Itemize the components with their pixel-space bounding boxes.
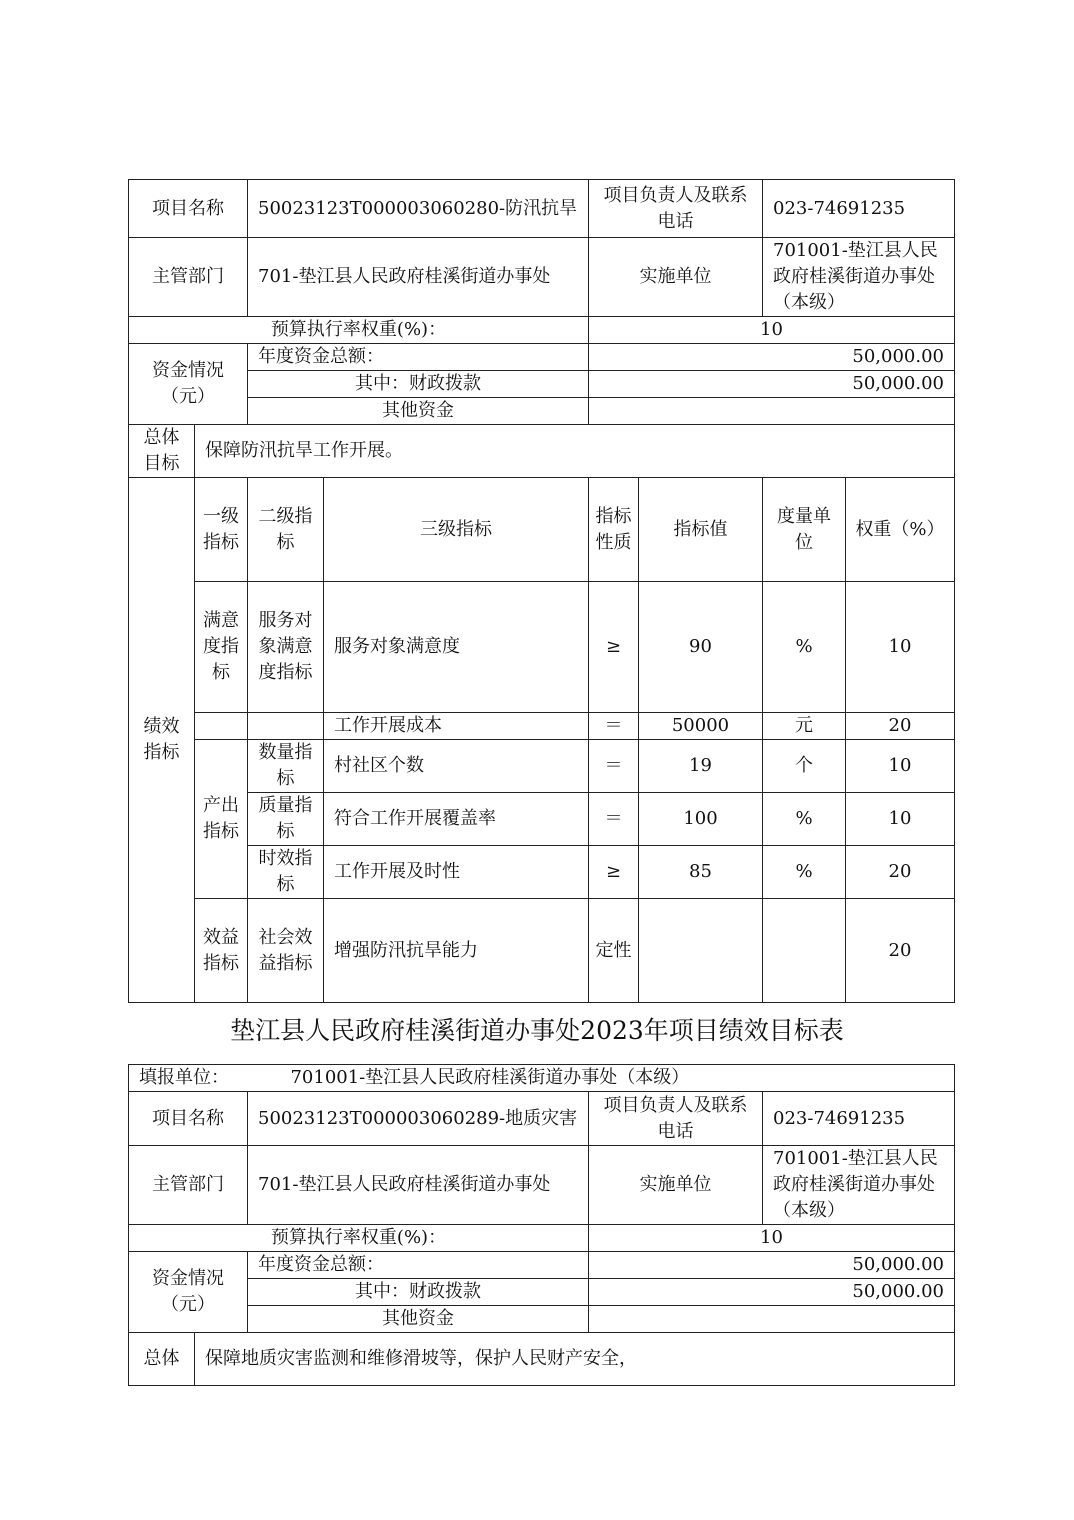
- row-level3: 工作开展及时性: [324, 846, 589, 899]
- header-weight: 权重（%）: [846, 478, 955, 582]
- row-unit: %: [763, 793, 846, 846]
- fund-total-label: 年度资金总额：: [248, 344, 589, 371]
- row-level2: [248, 713, 324, 740]
- project-name-label: 项目名称: [129, 180, 248, 238]
- row-nature: ＝: [589, 740, 639, 793]
- row-level1: [195, 713, 248, 740]
- fund-other-value: [589, 1306, 955, 1333]
- row-level2: 质量指标: [248, 793, 324, 846]
- row-weight: 10: [846, 793, 955, 846]
- fund-total-label: 年度资金总额：: [248, 1252, 589, 1279]
- table-row: [129, 713, 955, 740]
- row-level2: 服务对象满意度指标: [248, 582, 324, 713]
- goal-value: 保障防汛抗旱工作开展。: [195, 425, 955, 478]
- table-row: [129, 899, 955, 1003]
- fund-fiscal-value: 50,000.00: [589, 371, 955, 398]
- row-value: 90: [639, 582, 763, 713]
- table-row: [129, 793, 955, 846]
- table-row: [129, 582, 955, 713]
- impl-label: 实施单位: [589, 238, 763, 317]
- header-level3: 三级指标: [324, 478, 589, 582]
- budget-weight-value: 10: [589, 317, 955, 344]
- impl-value: 701001-垫江县人民政府桂溪街道办事处（本级）: [763, 238, 955, 317]
- row-level2: 时效指标: [248, 846, 324, 899]
- fund-label: 资金情况（元）: [129, 344, 248, 425]
- row-level3: 服务对象满意度: [324, 582, 589, 713]
- row-unit: %: [763, 582, 846, 713]
- row-unit: %: [763, 846, 846, 899]
- row-nature: ≥: [589, 582, 639, 713]
- contact-value: 023-74691235: [763, 1092, 955, 1146]
- filler-row: [129, 1065, 955, 1092]
- row-nature: ≥: [589, 846, 639, 899]
- row-nature: 定性: [589, 899, 639, 1003]
- dept-label: 主管部门: [129, 1146, 248, 1225]
- goal-value: 保障地质灾害监测和维修滑坡等，保护人民财产安全，: [195, 1333, 955, 1386]
- table-row: [129, 740, 955, 793]
- fund-other-value: [589, 398, 955, 425]
- contact-value: 023-74691235: [763, 180, 955, 238]
- row-nature: ＝: [589, 713, 639, 740]
- row-weight: 20: [846, 713, 955, 740]
- header-unit: 度量单位: [763, 478, 846, 582]
- filler-label: 填报单位：: [139, 1067, 229, 1088]
- fund-other-label: 其他资金: [248, 1306, 589, 1333]
- row-value: [639, 899, 763, 1003]
- row-nature: ＝: [589, 793, 639, 846]
- goal-label: 总体: [129, 1333, 195, 1386]
- header-level1: 一级指标: [195, 478, 248, 582]
- header-value: 指标值: [639, 478, 763, 582]
- row-level1: 产出指标: [195, 740, 248, 899]
- row-value: 85: [639, 846, 763, 899]
- header-nature: 指标性质: [589, 478, 639, 582]
- row-level3: 村社区个数: [324, 740, 589, 793]
- row-unit: 元: [763, 713, 846, 740]
- page-title: 垫江县人民政府桂溪街道办事处2023年项目绩效目标表: [230, 1016, 844, 1045]
- impl-value: 701001-垫江县人民政府桂溪街道办事处（本级）: [763, 1146, 955, 1225]
- row-level3: 符合工作开展覆盖率: [324, 793, 589, 846]
- row-weight: 20: [846, 899, 955, 1003]
- row-level1: 满意度指标: [195, 582, 248, 713]
- budget-weight-label: 预算执行率权重(%)：: [129, 317, 589, 344]
- dept-value: 701-垫江县人民政府桂溪街道办事处: [248, 238, 589, 317]
- row-level3: 增强防汛抗旱能力: [324, 899, 589, 1003]
- fund-label: 资金情况（元）: [129, 1252, 248, 1333]
- budget-weight-value: 10: [589, 1225, 955, 1252]
- fund-total-value: 50,000.00: [589, 344, 955, 371]
- row-weight: 10: [846, 740, 955, 793]
- row-weight: 10: [846, 582, 955, 713]
- budget-weight-label: 预算执行率权重(%)：: [129, 1225, 589, 1252]
- contact-label: 项目负责人及联系电话: [589, 180, 763, 238]
- perf-label: 绩效指标: [129, 478, 195, 1003]
- impl-label: 实施单位: [589, 1146, 763, 1225]
- row-value: 100: [639, 793, 763, 846]
- row-level1: 效益指标: [195, 899, 248, 1003]
- row-weight: 20: [846, 846, 955, 899]
- dept-label: 主管部门: [129, 238, 248, 317]
- table-row: [129, 846, 955, 899]
- row-level2: 数量指标: [248, 740, 324, 793]
- filler-value: 701001-垫江县人民政府桂溪街道办事处（本级）: [290, 1067, 690, 1088]
- row-value: 19: [639, 740, 763, 793]
- fund-fiscal-label: 其中：财政拨款: [248, 1279, 589, 1306]
- row-level3: 工作开展成本: [324, 713, 589, 740]
- project-name-label: 项目名称: [129, 1092, 248, 1146]
- fund-fiscal-value: 50,000.00: [589, 1279, 955, 1306]
- fund-other-label: 其他资金: [248, 398, 589, 425]
- project-table-flood: [128, 179, 955, 1003]
- goal-label: 总体目标: [129, 425, 195, 478]
- contact-label: 项目负责人及联系电话: [589, 1092, 763, 1146]
- row-level2: 社会效益指标: [248, 899, 324, 1003]
- dept-value: 701-垫江县人民政府桂溪街道办事处: [248, 1146, 589, 1225]
- fund-fiscal-label: 其中：财政拨款: [248, 371, 589, 398]
- header-level2: 二级指标: [248, 478, 324, 582]
- row-unit: [763, 899, 846, 1003]
- row-value: 50000: [639, 713, 763, 740]
- project-table-geology: [128, 1064, 955, 1386]
- row-unit: 个: [763, 740, 846, 793]
- project-name-value: 50023123T000003060280-防汛抗旱: [248, 180, 589, 238]
- project-name-value: 50023123T000003060289-地质灾害: [248, 1092, 589, 1146]
- fund-total-value: 50,000.00: [589, 1252, 955, 1279]
